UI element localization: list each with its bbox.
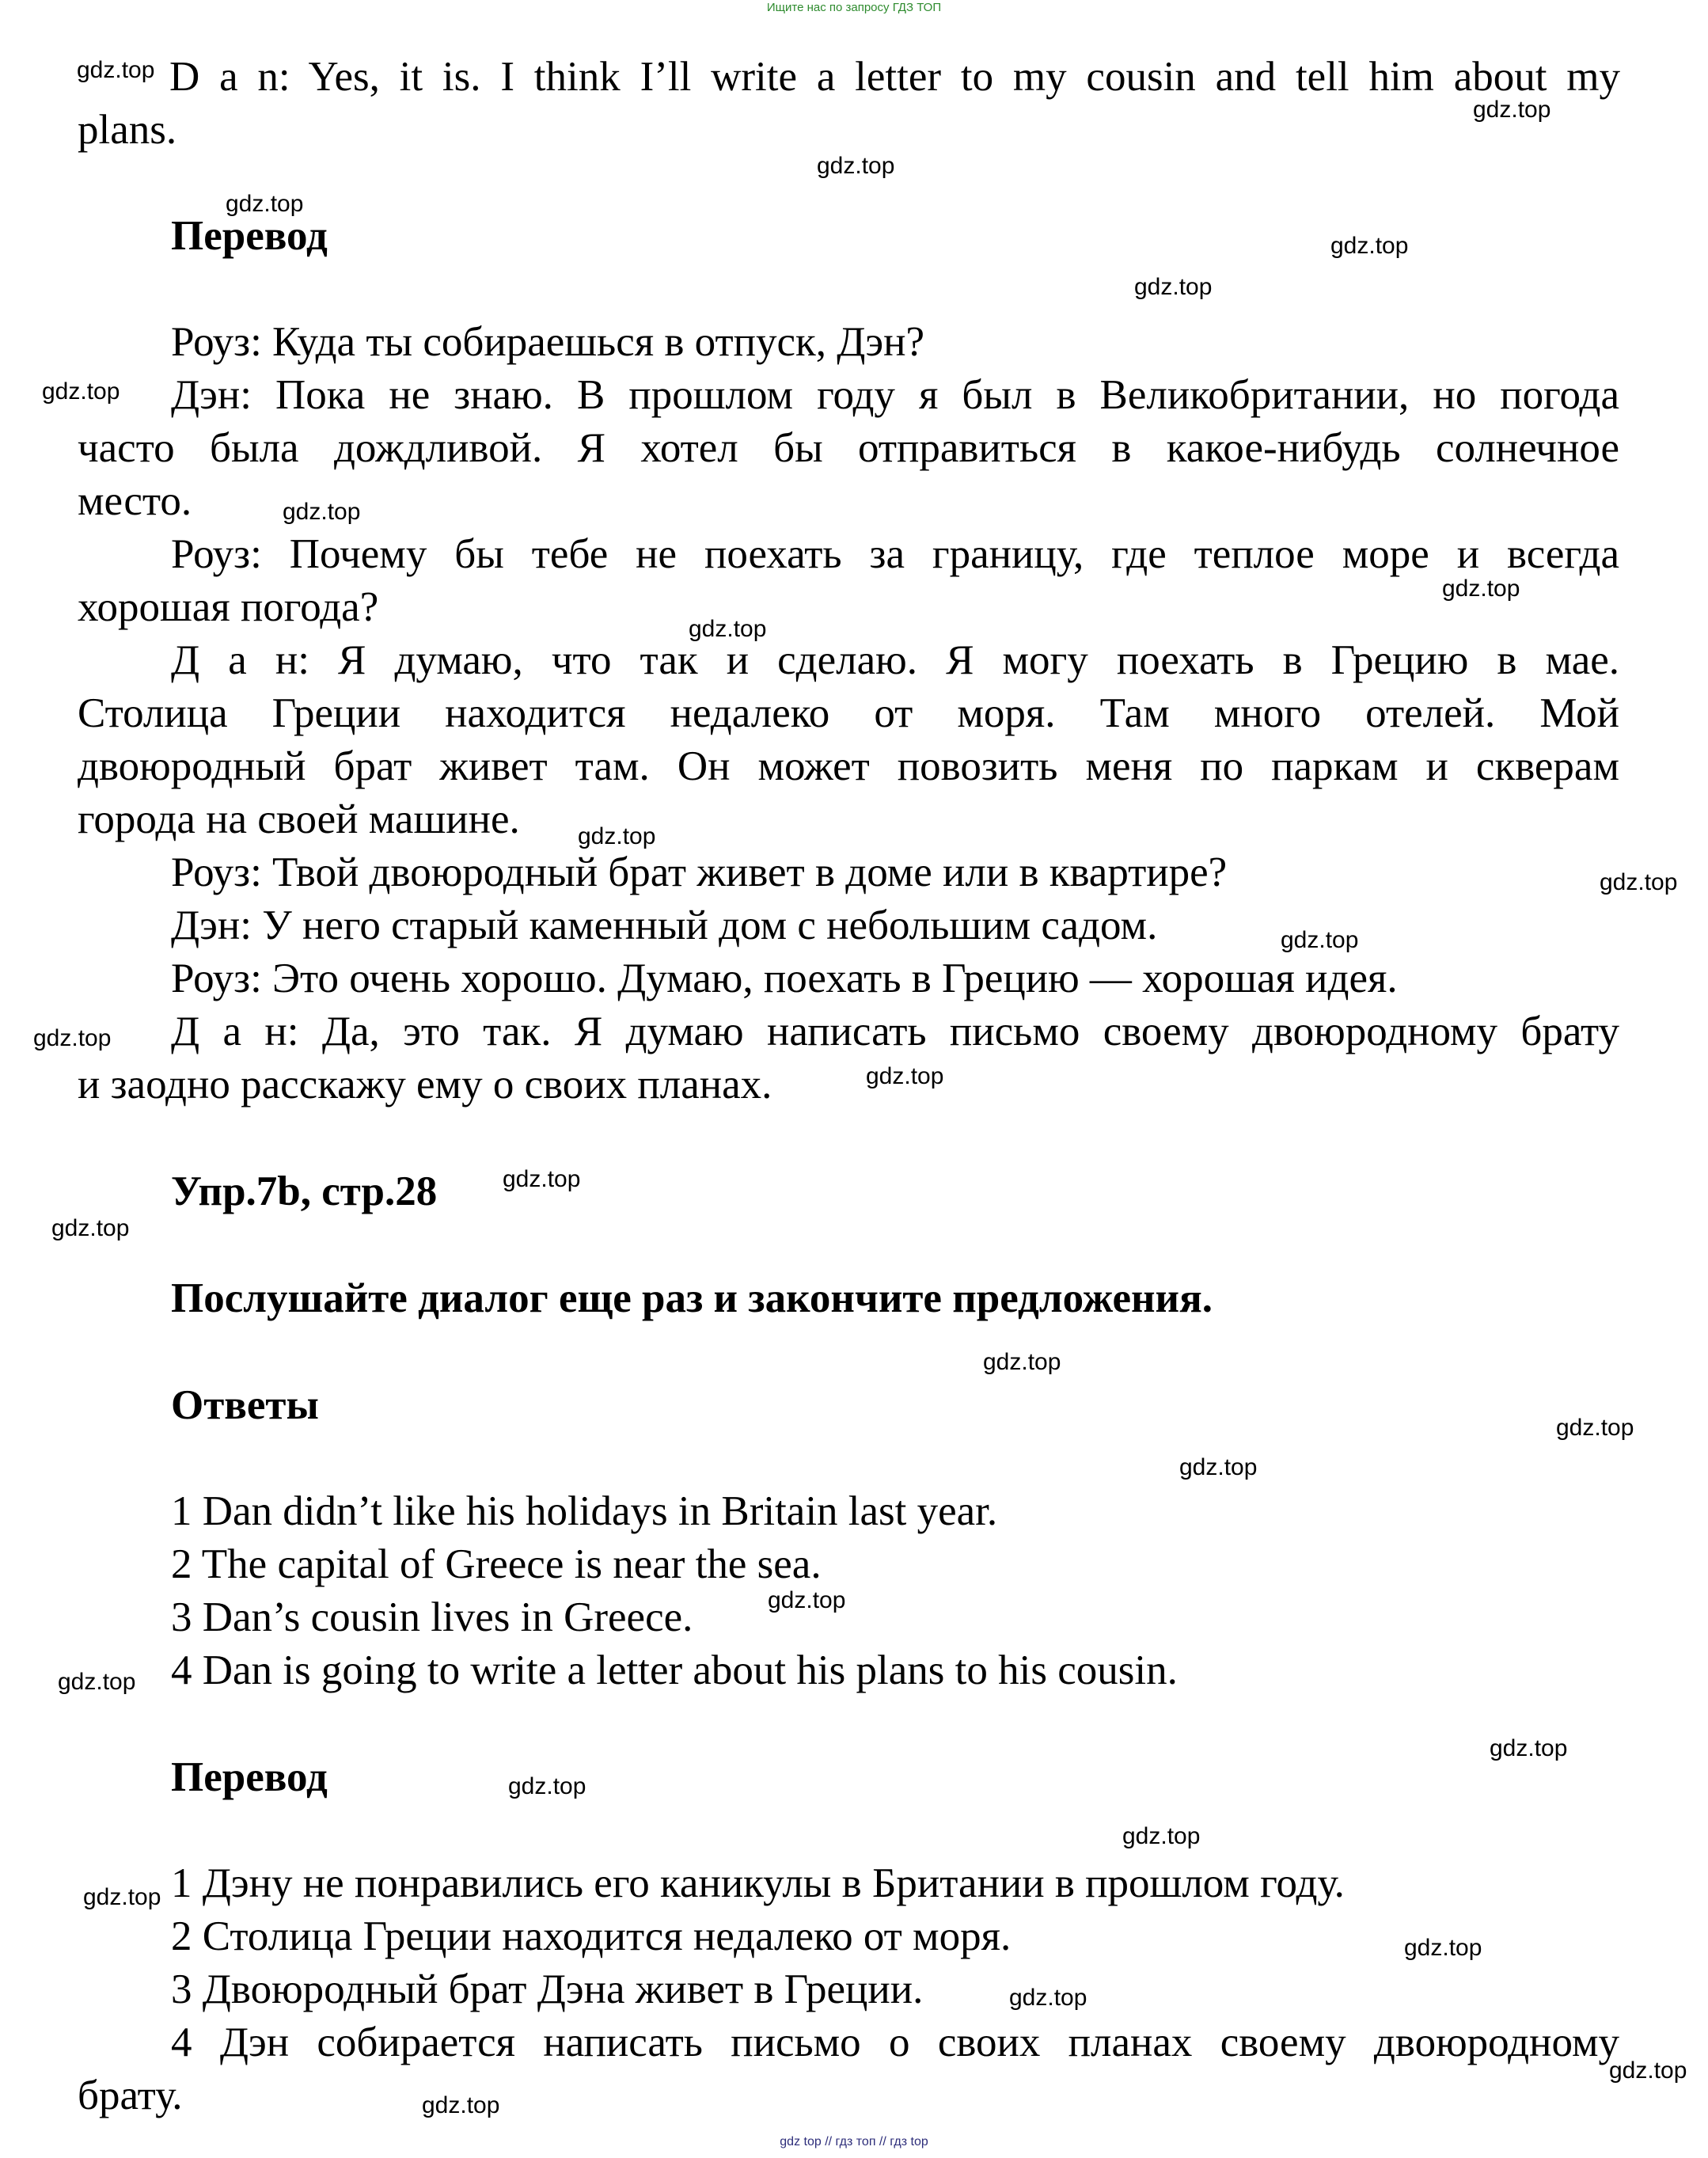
answer-item: 2 The capital of Greece is near the sea.: [171, 1541, 822, 1587]
watermark: gdz.top: [1281, 927, 1359, 953]
watermark: gdz.top: [58, 1669, 136, 1695]
answer-item: 3 Dan’s cousin lives in Greece.: [171, 1594, 693, 1640]
watermark: gdz.top: [1404, 1935, 1482, 1961]
translation-line: Дэн: У него старый каменный дом с небольшим садом.: [171, 902, 1158, 948]
watermark: gdz.top: [508, 1773, 586, 1799]
answer-item: 4 Dan is going to write a letter about his plans to his cousin.: [171, 1647, 1178, 1693]
dialogue-line: D a n: Yes, it is. I think I’ll write a letter to my cousin and tell him about my: [169, 54, 1620, 100]
watermark: gdz.top: [42, 378, 120, 405]
translation-line: Столица Греции находится недалеко от моря. Там много отелей. Мой: [78, 690, 1619, 736]
answer-translation-item: 2 Столица Греции находится недалеко от моря.: [171, 1913, 1012, 1959]
answer-translation-item: 3 Двоюродный брат Дэна живет в Греции.: [171, 1966, 924, 2012]
watermark: gdz.top: [1600, 869, 1678, 895]
translation-line: Роуз: Это очень хорошо. Думаю, поехать в Грецию — хорошая идея.: [171, 956, 1398, 1001]
watermark: gdz.top: [1473, 97, 1551, 123]
watermark: gdz.top: [1009, 1985, 1087, 2011]
translation-line: Роуз: Куда ты собираешься в отпуск, Дэн?: [171, 319, 925, 365]
bottom-banner[interactable]: gdz top // гдз топ // гдз top: [780, 2135, 928, 2149]
watermark: gdz.top: [77, 57, 155, 83]
watermark: gdz.top: [866, 1063, 944, 1089]
watermark: gdz.top: [1490, 1735, 1568, 1761]
answers-heading: Ответы: [171, 1382, 319, 1428]
exercise-title: Упр.7b, стр.28: [171, 1168, 438, 1214]
watermark: gdz.top: [1134, 274, 1213, 300]
translation-line: Д а н: Я думаю, что так и сделаю. Я могу поехать в Грецию в мае.: [171, 637, 1619, 683]
answer-translation-item: 1 Дэну не понравились его каникулы в Британии в прошлом году.: [171, 1860, 1345, 1906]
top-banner[interactable]: Ищите нас по запросу ГДЗ ТОП: [766, 1, 942, 14]
exercise-instruction: Послушайте диалог еще раз и закончите предложения.: [171, 1275, 1213, 1321]
watermark: gdz.top: [226, 191, 304, 217]
watermark: gdz.top: [422, 2092, 500, 2118]
translation-line: хорошая погода?: [78, 584, 379, 630]
watermark: gdz.top: [503, 1166, 581, 1192]
dialogue-line: plans.: [78, 107, 177, 153]
watermark: gdz.top: [578, 823, 656, 849]
answer-item: 1 Dan didn’t like his holidays in Britain last year.: [171, 1488, 998, 1534]
answers-translation-heading: Перевод: [171, 1754, 328, 1800]
translation-line: Д а н: Да, это так. Я думаю написать письмо своему двоюродному брату: [171, 1009, 1619, 1054]
answer-translation-item: брату.: [78, 2073, 183, 2118]
watermark: gdz.top: [1609, 2057, 1687, 2084]
answer-translation-item: 4 Дэн собирается написать письмо о своих планах своему двоюродному: [171, 2019, 1619, 2065]
watermark: gdz.top: [283, 499, 361, 525]
watermark: gdz.top: [1442, 576, 1520, 602]
translation-line: Роуз: Почему бы тебе не поехать за границу, где теплое море и всегда: [171, 531, 1619, 577]
watermark: gdz.top: [689, 616, 767, 642]
watermark: gdz.top: [51, 1215, 130, 1241]
watermark: gdz.top: [1122, 1823, 1201, 1849]
translation-line: Дэн: Пока не знаю. В прошлом году я был в Великобритании, но погода: [171, 372, 1619, 418]
watermark: gdz.top: [33, 1025, 112, 1051]
watermark: gdz.top: [817, 153, 895, 179]
watermark: gdz.top: [983, 1349, 1061, 1375]
translation-line: место.: [78, 478, 192, 524]
watermark: gdz.top: [768, 1587, 846, 1613]
watermark: gdz.top: [1556, 1415, 1634, 1441]
watermark: gdz.top: [83, 1884, 161, 1910]
translation-line: города на своей машине.: [78, 796, 520, 842]
translation-line: Роуз: Твой двоюродный брат живет в доме или в квартире?: [171, 849, 1228, 895]
translation-line: часто была дождливой. Я хотел бы отправиться в какое-нибудь солнечное: [78, 425, 1619, 471]
watermark: gdz.top: [1179, 1454, 1258, 1480]
translation-heading: Перевод: [171, 213, 328, 259]
watermark: gdz.top: [1330, 233, 1409, 259]
translation-line: и заодно расскажу ему о своих планах.: [78, 1062, 772, 1107]
translation-line: двоюродный брат живет там. Он может повозить меня по паркам и скверам: [78, 743, 1619, 789]
